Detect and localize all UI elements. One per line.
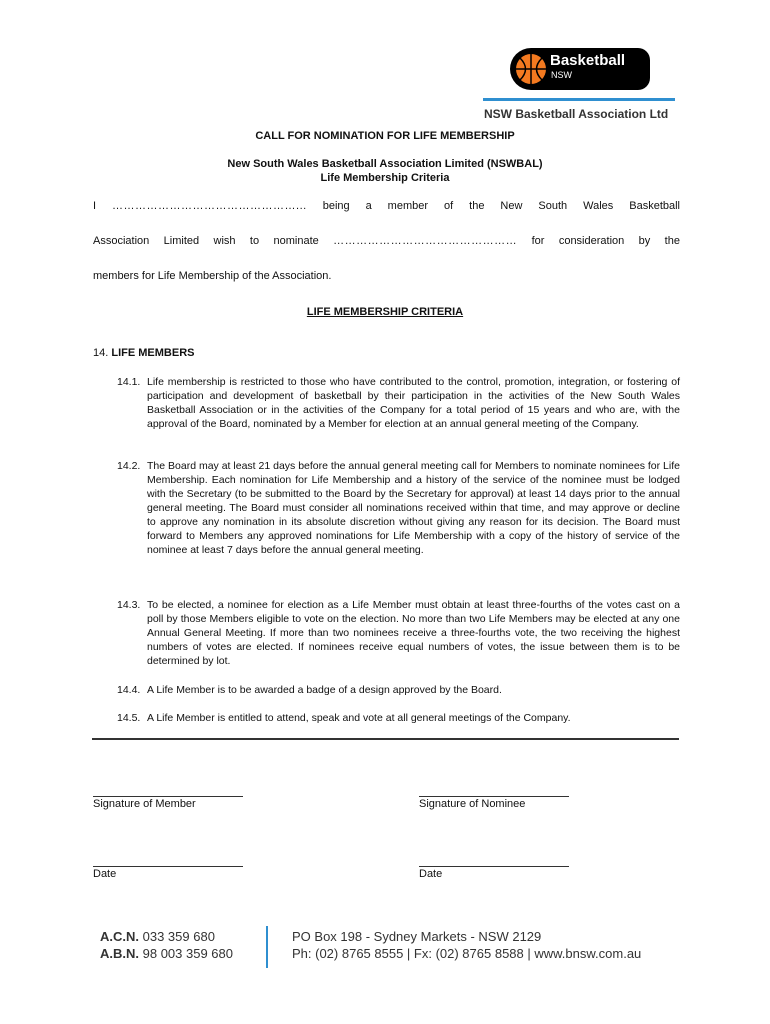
nomination-line-1 <box>93 200 680 212</box>
nominee-date-line[interactable] <box>419 866 569 867</box>
criteria-item <box>117 598 680 668</box>
member-date-line[interactable] <box>93 866 243 867</box>
footer-divider <box>266 926 268 968</box>
org-name: NSW Basketball Association Ltd <box>484 107 669 121</box>
nomination-line-3: members for Life Membership of the Association. <box>93 270 332 282</box>
item-number: 14.2. <box>117 460 141 472</box>
item-number: 14.3. <box>117 599 141 611</box>
member-date-label: Date <box>93 868 117 880</box>
section-number: 14. <box>93 347 109 359</box>
criteria-heading: LIFE MEMBERSHIP CRITERIA <box>306 306 464 318</box>
logo-title: Basketball <box>550 52 626 69</box>
item-number: 14.5. <box>117 712 141 724</box>
section-heading <box>93 347 194 359</box>
basketball-icon <box>512 50 550 88</box>
section-title: LIFE MEMBERS <box>111 347 195 359</box>
member-signature-line[interactable] <box>93 796 243 797</box>
item-text: Life membership is restricted to those who have contributed to the control, promotion, integration, or fostering of participation and development of basketball by their participation in the activities of the New South Wales Basketball Association or in the activities of the Company for a total period of 15 years and who are, with the approval of the Board, nominated by a Member for election at an annual general meeting of the Company. <box>147 376 680 430</box>
logo-subtitle: NSW <box>551 70 572 80</box>
doc-title: CALL FOR NOMINATION FOR LIFE MEMBERSHIP <box>255 130 515 142</box>
doc-subtitle: New South Wales Basketball Association Limited (NSWBAL) <box>227 158 543 170</box>
nomination-line-2 <box>93 235 680 247</box>
abn <box>100 946 233 961</box>
nominee-date-label: Date <box>419 868 443 880</box>
criteria-item <box>117 375 680 431</box>
item-text: To be elected, a nominee for election as a Life Member must obtain at least three-fourths of the votes cast on a poll by those Members eligible to vote on the election. No more than two Life Members may be elected at any one Annual General Meeting. If more than two nominees receive a three-fourths vote, the two receiving the highest numbers of votes are elected. If nominees receive equal numbers of votes, the issue between them is to be determined by lot. <box>147 599 680 667</box>
acn-label: A.C.N. <box>100 929 139 944</box>
criteria-item <box>117 683 680 697</box>
text: Association Limited wish to nominate <box>93 235 319 247</box>
text: I <box>93 200 97 212</box>
nominee-signature-label: Signature of Nominee <box>419 798 526 810</box>
abn-label: A.B.N. <box>100 946 139 961</box>
acn <box>100 929 215 944</box>
section-divider <box>92 738 679 740</box>
item-number: 14.4. <box>117 684 141 696</box>
criteria-item <box>117 711 680 725</box>
abn-value: 98 003 359 680 <box>142 946 233 961</box>
criteria-item <box>117 459 680 557</box>
member-name-blank[interactable]: …………………………………………... <box>112 200 307 212</box>
member-signature-label: Signature of Member <box>93 798 196 810</box>
text: for consideration by the <box>531 235 680 247</box>
acn-value: 033 359 680 <box>142 929 215 944</box>
text: being a member of the New South Wales Basketball <box>322 200 680 212</box>
nominee-signature-line[interactable] <box>419 796 569 797</box>
item-text: The Board may at least 21 days before the annual general meeting call for Members to nominate nominees for Life Membership. Each nomination for Life Membership and a history of the service of the nominee must be lodged with the Secretary (to be submitted to the Board by the Secretary for approval) at least 14 days prior to the annual general meeting. The Board must consider all nominations received within that time, and may approve or decline to approve any nomination in its absolute discretion without giving any reason for its decision. The Board must forward to Members any approved nominations for Life Membership with a copy of the history of service of the nominee at least 7 days before the annual general meeting. <box>147 460 680 556</box>
nominee-name-blank[interactable]: ………………………………………… <box>333 235 518 247</box>
item-text: A Life Member is entitled to attend, speak and vote at all general meetings of the Company. <box>147 712 571 724</box>
doc-subtitle-2: Life Membership Criteria <box>320 172 450 184</box>
footer-address: PO Box 198 - Sydney Markets - NSW 2129 <box>292 929 542 944</box>
header-divider <box>483 98 675 101</box>
item-number: 14.1. <box>117 376 141 388</box>
item-text: A Life Member is to be awarded a badge of a design approved by the Board. <box>147 684 502 696</box>
footer-contact: Ph: (02) 8765 8555 | Fx: (02) 8765 8588 | www.bnsw.com.au <box>292 946 642 961</box>
